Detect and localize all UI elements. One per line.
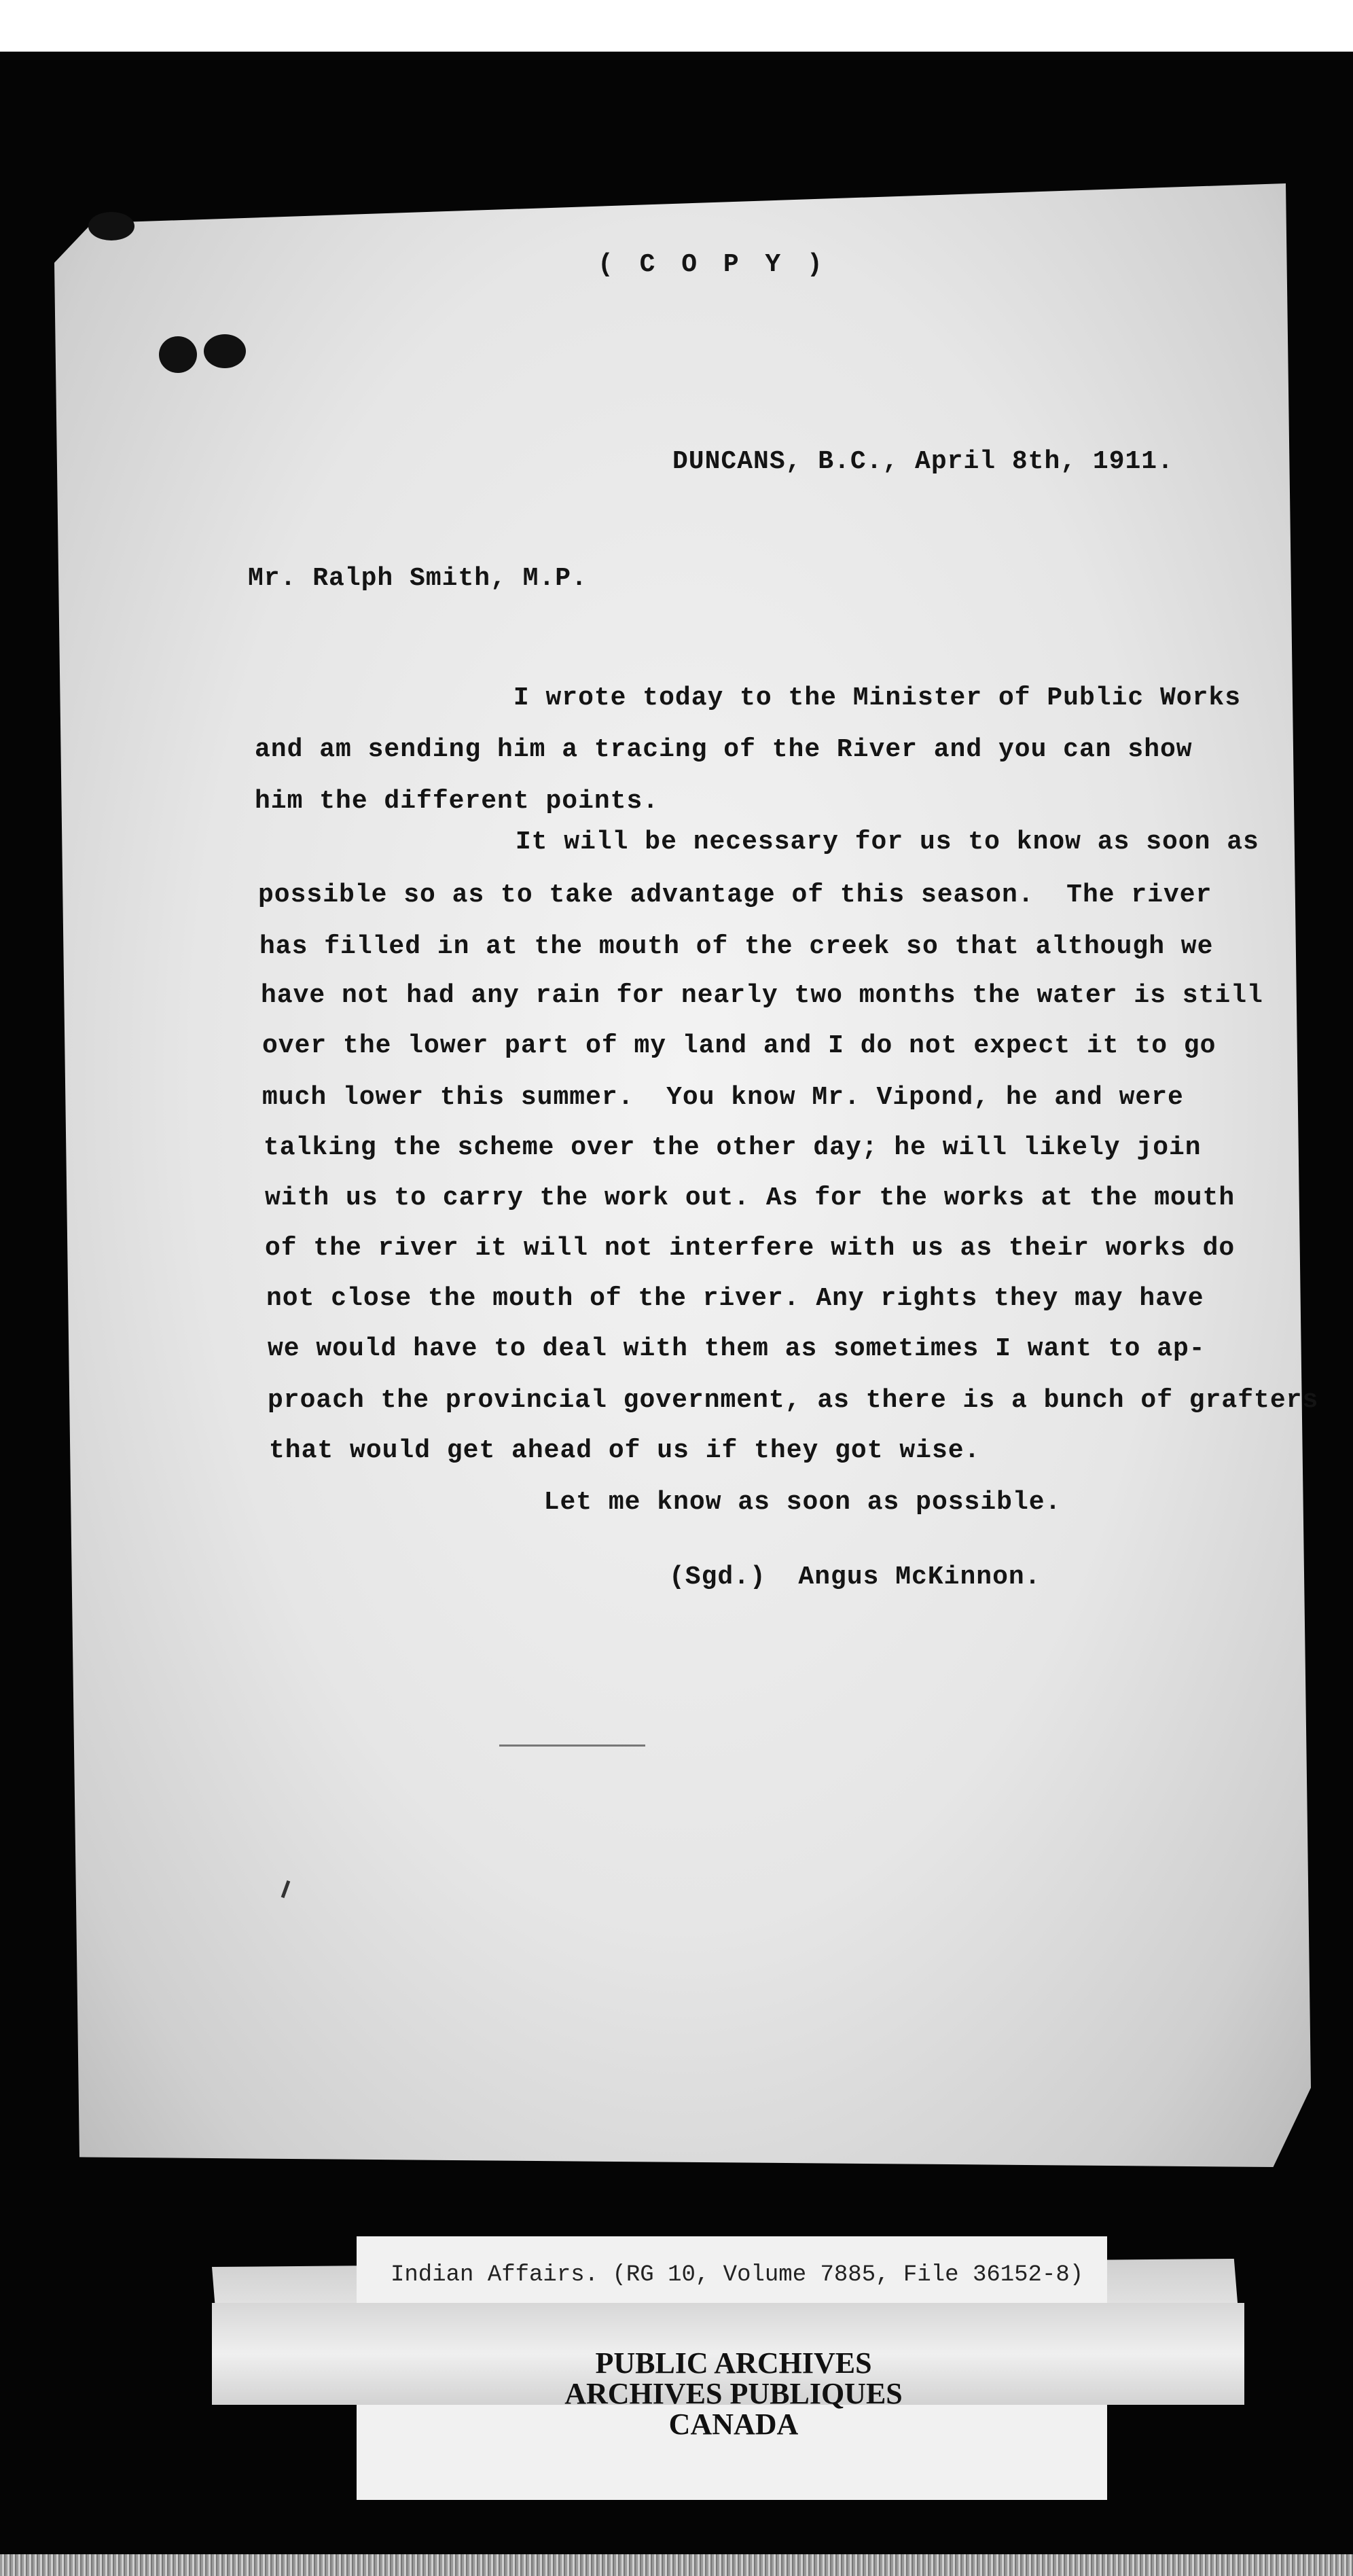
body-line: possible so as to take advantage of this season. The river xyxy=(258,880,1212,910)
body-line: It will be necessary for us to know as soon as xyxy=(257,827,1259,857)
divider-rule xyxy=(499,1745,645,1747)
body-line: of the river it will not interfere with us as their works do xyxy=(265,1234,1235,1263)
archive-stamp-line-3: CANADA xyxy=(668,2408,799,2441)
ink-blot xyxy=(88,212,134,240)
ink-blot xyxy=(159,336,197,373)
archive-stamp-line-2: ARCHIVES PUBLIQUES xyxy=(564,2377,903,2410)
archive-stamp-line-1: PUBLIC ARCHIVES xyxy=(595,2346,872,2380)
body-line: has filled in at the mouth of the creek so that although we xyxy=(259,932,1214,961)
film-edge xyxy=(0,2554,1353,2576)
body-line: over the lower part of my land and I do not expect it to go xyxy=(262,1031,1216,1060)
body-line: with us to carry the work out. As for the works at the mouth xyxy=(265,1183,1235,1213)
body-line: much lower this summer. You know Mr. Vipond, he and were xyxy=(262,1083,1184,1112)
body-line: have not had any rain for nearly two months the water is still xyxy=(261,981,1263,1010)
body-line: that would get ahead of us if they got wise. xyxy=(269,1436,981,1465)
copy-header: ( C O P Y ) xyxy=(598,250,828,279)
body-line: talking the scheme over the other day; he will likely join xyxy=(264,1133,1202,1162)
signature: (Sgd.) Angus McKinnon. xyxy=(669,1562,1041,1592)
body-line: I wrote today to the Minister of Public Works xyxy=(255,683,1242,713)
body-line: we would have to deal with them as sometimes I want to ap- xyxy=(268,1334,1206,1363)
body-line: Let me know as soon as possible. xyxy=(269,1488,1062,1517)
body-line: proach the provincial government, as there is a bunch of grafters xyxy=(268,1386,1319,1415)
salutation: Mr. Ralph Smith, M.P. xyxy=(248,564,588,593)
body-line: and am sending him a tracing of the River and you can show xyxy=(255,735,1193,764)
page-top-margin xyxy=(0,0,1353,52)
body-line: him the different points. xyxy=(255,787,660,816)
letter-sheet xyxy=(54,183,1311,2167)
file-reference: Indian Affairs. (RG 10, Volume 7885, File 36152-8) xyxy=(391,2262,1084,2288)
body-line: not close the mouth of the river. Any rights they may have xyxy=(266,1284,1204,1313)
ink-blot xyxy=(204,334,246,368)
date-line: DUNCANS, B.C., April 8th, 1911. xyxy=(672,447,1174,476)
